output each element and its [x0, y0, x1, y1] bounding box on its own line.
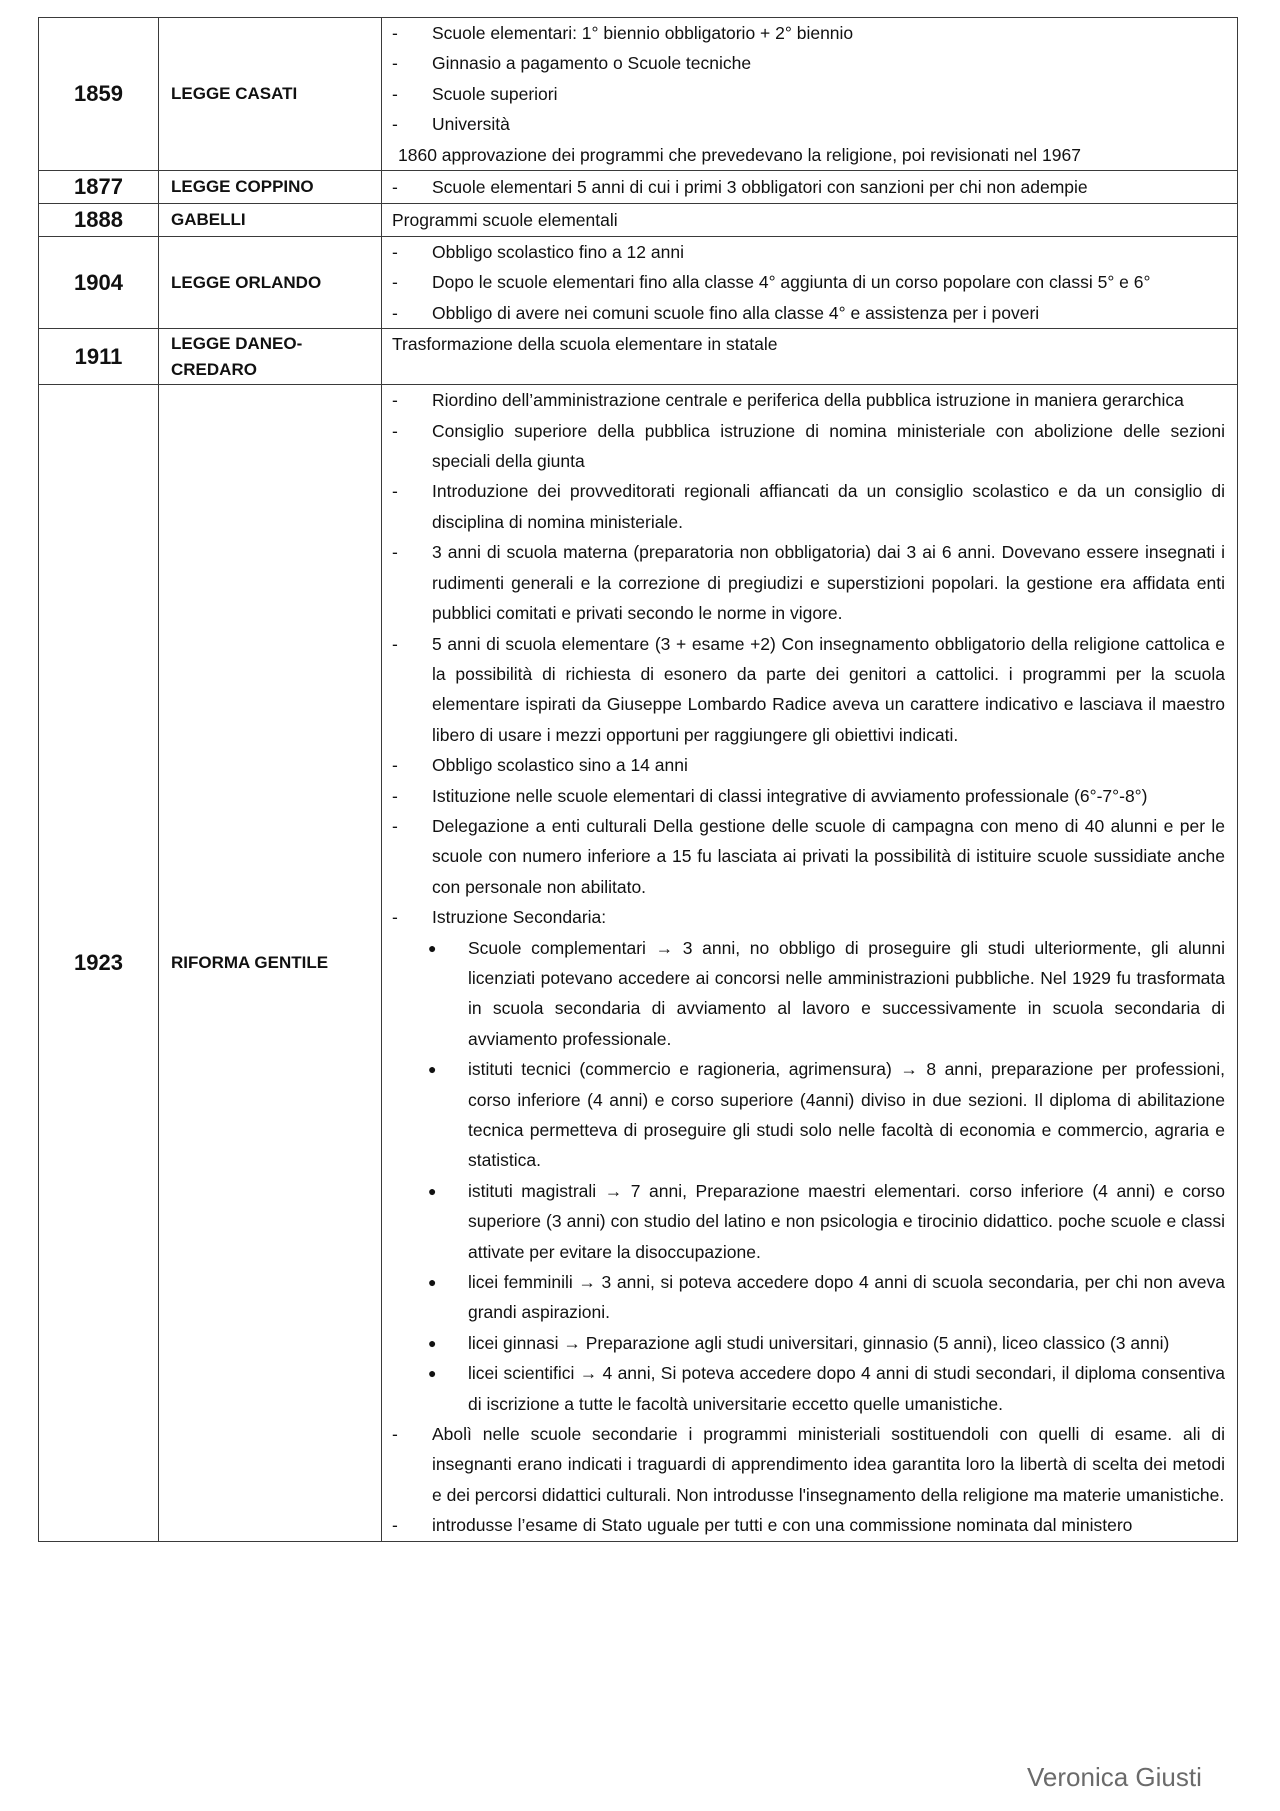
law-cell: LEGGE ORLANDO	[159, 237, 382, 329]
table-row	[39, 329, 1238, 385]
year-cell: 1888	[39, 204, 159, 237]
table-row	[39, 204, 1238, 237]
list-item: - Obbligo scolastico sino a 14 anni	[392, 755, 688, 776]
list-item: - Istruzione Secondaria:	[392, 907, 607, 928]
bullet-item: ● licei ginnasi → Preparazione agli studi universitari, ginnasio (5 anni), liceo classico (3 anni)	[428, 1328, 1225, 1358]
content-cell	[382, 329, 1238, 385]
content-text: Programmi scuole elementali	[392, 209, 618, 230]
bullet-item: ● licei femminili → 3 anni, si poteva accedere dopo 4 anni di scuola secondaria, per chi non aveva grandi aspirazioni.	[428, 1267, 1225, 1328]
year-cell: 1911	[39, 329, 159, 385]
bullet-icon: ●	[428, 1365, 437, 1382]
list-item: - Abolì nelle scuole secondarie i programmi ministeriali sostituendoli con quelli di esame. ali di insegnanti erano indicati i traguardi di apprendimento idea garantita loro la libertà di scelta dei metodi e dei percorsi didattici culturali. Non introdusse l'insegnamento della religione ma materie umanistiche.	[392, 1424, 1225, 1505]
year-cell: 1904	[39, 237, 159, 329]
list-item: - Consiglio superiore della pubblica istruzione di nomina ministeriale con abolizione delle sezioni speciali della giunta	[392, 420, 1225, 472]
list-item: - Ginnasio a pagamento o Scuole tecniche	[392, 53, 752, 74]
year-cell: 1859	[39, 18, 159, 171]
law-cell: LEGGE COPPINO	[159, 171, 382, 204]
bullet-item: ● istituti magistrali → 7 anni, Preparazione maestri elementari. corso inferiore (4 anni) e corso superiore (3 anni) con studio del latino e non psicologia e tirocinio didattico. poche scuole e classi attivate per evitare la disoccupazione.	[428, 1176, 1225, 1267]
list-item: - introdusse l’esame di Stato uguale per tutti e con una commissione nominata dal ministero	[392, 1515, 1133, 1536]
bullet-item: ● istituti tecnici (commercio e ragioneria, agrimensura) → 8 anni, preparazione per professioni, corso inferiore (4 anni) e corso superiore (4anni) diviso in due sezioni. Il diploma di abilitazione tecnica permetteva di proseguire gli studi solo nelle facoltà di economia e commercio, agraria e statistica.	[428, 1054, 1225, 1176]
year-cell: 1877	[39, 171, 159, 204]
list-item: - Obbligo di avere nei comuni scuole fino alla classe 4° e assistenza per i poveri	[392, 302, 1040, 323]
list-item: - Introduzione dei provveditorati regionali affiancati da un consiglio scolastico e da un consiglio di disciplina di nomina ministeriale.	[392, 481, 1225, 532]
list-item: - Istituzione nelle scuole elementari di classi integrative di avviamento professionale (6°-7°-8°)	[392, 785, 1148, 806]
list-item: - 3 anni di scuola materna (preparatoria non obbligatoria) dai 3 ai 6 anni. Dovevano essere insegnati i rudimenti generali e la correzione di pregiudizi e superstizioni popolari. la gestione era affidata enti pubblici comitati e privati secondo le norme in vigore.	[392, 542, 1225, 624]
list-item: - Università	[392, 114, 510, 135]
list-item: - Scuole elementari: 1° biennio obbligatorio + 2° biennio	[392, 23, 854, 43]
content-cell	[382, 385, 1238, 1541]
law-cell: LEGGE DANEO-CREDARO	[159, 329, 382, 385]
content-cell	[382, 204, 1238, 237]
content-cell	[382, 18, 1238, 171]
list-item: - Scuole superiori	[392, 83, 558, 104]
bullet-icon: ●	[428, 1274, 437, 1291]
table-row	[39, 385, 1238, 1541]
list-item: - 5 anni di scuola elementare (3 + esame +2) Con insegnamento obbligatorio della religione cattolica e la possibilità di richiesta di esonero da parte dei genitori a cattolici. i programmi per la scuola elementare ispirati da Giuseppe Lombardo Radice aveva un carattere indicativo e lasciava il maestro libero di usare i mezzi opportuni per raggiungere gli obiettivi indicati.	[392, 633, 1225, 745]
list-item: - Delegazione a enti culturali Della gestione delle scuole di campagna con meno di 40 alunni e per le scuole con numero inferiore a 15 fu lasciata ai privati la possibilità di istituire scuole sussidiate anche con personale non abilitato.	[392, 815, 1225, 897]
law-cell: LEGGE CASATI	[159, 18, 382, 171]
bullet-icon: ●	[428, 1334, 437, 1351]
history-table	[38, 17, 1238, 1542]
law-cell: RIFORMA GENTILE	[159, 385, 382, 1541]
content-text: Trasformazione della scuola elementare in statale	[392, 334, 778, 355]
list-item: - Scuole elementari 5 anni di cui i primi 3 obbligatori con sanzioni per chi non adempie	[392, 176, 1088, 197]
list-item: - Obbligo scolastico fino a 12 anni	[392, 242, 684, 263]
bullet-icon: ●	[428, 1061, 437, 1078]
bullet-icon: ●	[428, 1182, 437, 1199]
content-cell	[382, 171, 1238, 204]
law-cell: GABELLI	[159, 204, 382, 237]
bullet-item: ● Scuole complementari → 3 anni, no obbligo di proseguire gli studi ulteriormente, gli alunni licenziati potevano accedere ai concorsi nelle amministrazioni pubbliche. Nel 1929 fu trasformata in scuola secondaria di avviamento al lavoro e successivamente in scuola secondaria di avviamento professionale.	[428, 933, 1225, 1055]
content-cell	[382, 237, 1238, 329]
year-cell: 1923	[39, 385, 159, 1541]
bullet-icon: ●	[428, 939, 437, 956]
note-text: 1860 approvazione dei programmi che prevedevano la religione, poi revisionati nel 1967	[398, 144, 1081, 165]
table-row	[39, 237, 1238, 329]
author-signature: Veronica Giusti	[1027, 1762, 1202, 1792]
table-row	[39, 171, 1238, 204]
table-row	[39, 18, 1238, 171]
list-item: - Riordino dell’amministrazione centrale e periferica della pubblica istruzione in maniera gerarchica	[392, 390, 1184, 411]
bullet-item: ● licei scientifici → 4 anni, Si poteva accedere dopo 4 anni di studi secondari, il diploma consentiva di iscrizione a tutte le facoltà universitarie eccetto quelle umanistiche.	[428, 1358, 1225, 1419]
list-item: - Dopo le scuole elementari fino alla classe 4° aggiunta di un corso popolare con classi 5° e 6°	[392, 272, 1151, 293]
